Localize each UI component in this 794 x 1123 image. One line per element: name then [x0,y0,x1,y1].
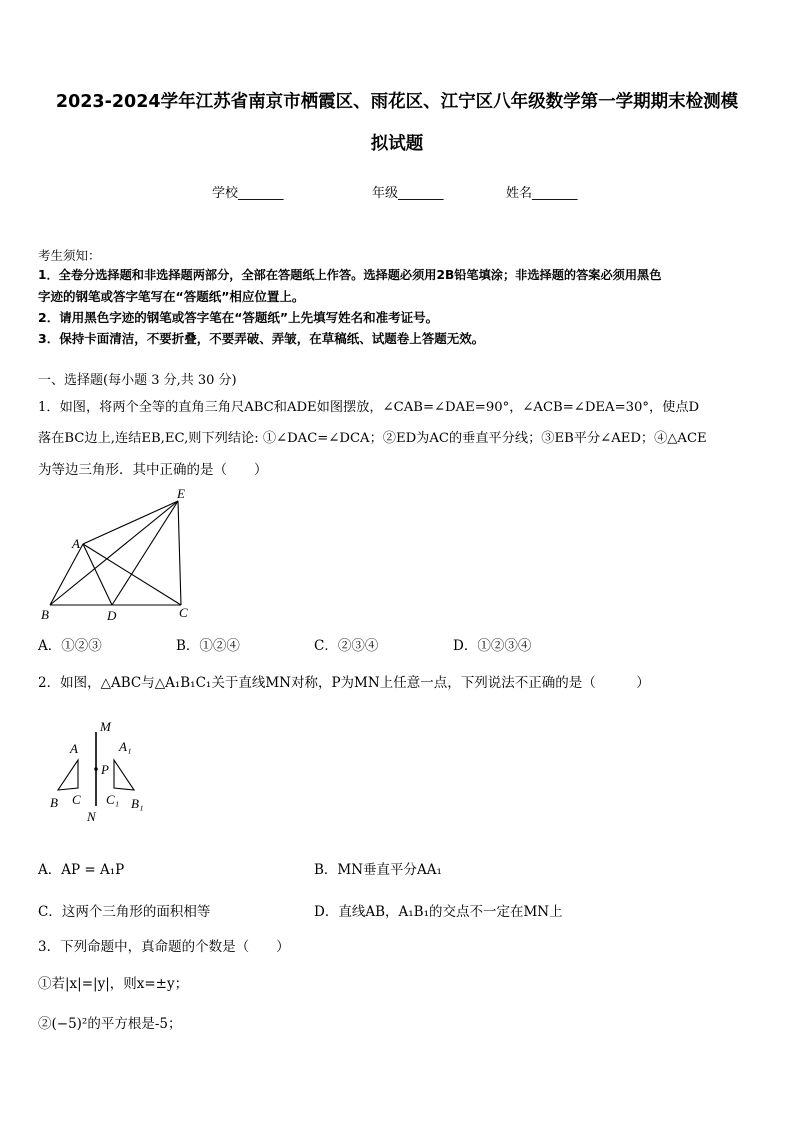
q1-option-d[interactable]: D．①②③④ [453,638,532,654]
q2-figure [44,716,154,826]
label-b1: B₁ [131,796,144,811]
segment-ba [50,544,83,605]
segment-be [50,501,178,605]
label-m: M [100,719,111,734]
triangle-abc [58,760,78,790]
label-b: B [50,795,58,810]
section-heading: 一、选择题(每小题 3 分,共 30 分) [38,373,237,388]
q2-option-c[interactable]: C．这两个三角形的面积相等 [38,904,211,920]
label-a: A [70,741,78,756]
label-p: P [101,762,109,777]
q3-item1: ①若|x|=|y|，则x=±y； [38,976,189,992]
q1-line2: 落在BC边上,连结EB,EC,则下列结论: ①∠DAC=∠DCA；②ED为AC的垂直平分线；③EB平分∠AED；④△ACE [38,431,707,446]
notice-item-1b: 字迹的钢笔或答字笔写在“答题纸”相应位置上。 [38,289,305,304]
q3-line1: 3．下列命题中，真命题的个数是（ ） [38,939,290,955]
q1-figure [36,484,196,624]
q2-option-d[interactable]: D．直线AB，A₁B₁的交点不一定在MN上 [314,904,563,920]
segment-de [112,501,178,605]
triangle-a1b1c1 [114,760,134,790]
page-title-line1: 2023-2024学年江苏省南京市栖霞区、雨花区、江宁区八年级数学第一学期期末检测模 [55,92,739,112]
school-field: 学校_______ [212,186,284,201]
page-title-line2: 拟试题 [370,134,424,154]
label-a1: A₁ [119,739,132,754]
point-p [94,767,98,771]
q1-option-c[interactable]: C．②③④ [314,638,379,654]
q1-line1: 1．如图，将两个全等的直角三角尺ABC和ADE如图摆放，∠CAB=∠DAE=90°，∠ACB=∠DEA=30°，使点D [38,400,700,415]
q2-option-a[interactable]: A．AP = A₁P [38,862,125,878]
label-c1: C₁ [106,792,120,807]
q2-line1: 2．如图，△ABC与△A₁B₁C₁关于直线MN对称，P为MN上任意一点，下列说法不正确的是（ ） [38,675,650,691]
notice-heading: 考生须知： [38,248,101,263]
label-n: N [87,809,96,824]
label-c: C [72,792,81,807]
notice-item-1a: 1．全卷分选择题和非选择题两部分，全部在答题纸上作答。选择题必须用2B铅笔填涂；非选择题的答案必须用黑色 [38,268,662,282]
notice-item-2: 2．请用黑色字迹的钢笔或答字笔在“答题纸”上先填写姓名和准考证号。 [38,310,439,325]
grade-field: 年级_______ [372,186,444,201]
label-c: C [179,605,188,620]
q2-option-b[interactable]: B．MN垂直平分AA₁ [314,862,442,878]
q1-option-b[interactable]: B．①②④ [176,638,240,654]
segment-ce [178,501,181,605]
label-e: E [177,486,185,501]
name-field: 姓名_______ [506,186,578,201]
label-b: B [41,607,49,622]
q3-item2: ②(−5)²的平方根是-5； [38,1016,182,1032]
label-a: A [72,536,80,551]
q1-option-a[interactable]: A．①②③ [38,638,102,654]
q1-line3: 为等边三角形．其中正确的是（ ） [38,462,268,478]
notice-item-3: 3．保持卡面清洁，不要折叠，不要弄破、弄皱，在草稿纸、试题卷上答题无效。 [38,331,485,346]
label-d: D [107,608,117,623]
